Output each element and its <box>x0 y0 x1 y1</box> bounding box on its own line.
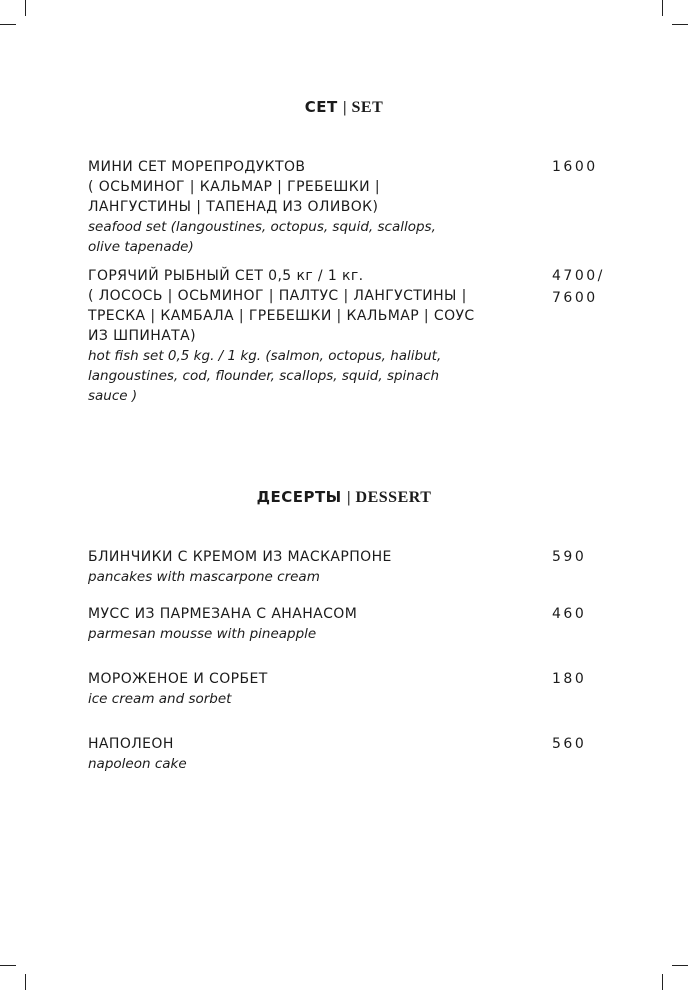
item-price: 180 <box>552 671 587 687</box>
item-price: 560 <box>552 736 587 752</box>
crop-mark-top-right-h <box>672 24 688 25</box>
crop-mark-top-right <box>662 0 663 16</box>
section-title-ru: СЕТ <box>304 98 338 116</box>
menu-item <box>88 604 528 644</box>
menu-item <box>88 734 528 774</box>
section-title-en: | DESSERT <box>347 489 432 506</box>
item-price: 460 <box>552 606 587 622</box>
crop-mark-bottom-right <box>662 974 663 990</box>
menu-item <box>88 547 528 587</box>
item-name: МОРОЖЕНОЕ И СОРБЕТ <box>88 671 268 687</box>
section-title-dessert <box>0 488 688 507</box>
section-title-en: | SET <box>343 99 384 116</box>
section-title-set <box>0 98 688 117</box>
item-price: 1600 <box>552 159 598 175</box>
crop-mark-top-left <box>25 0 26 16</box>
menu-item <box>88 669 528 709</box>
item-description: seafood set (langoustines, octopus, squid, scallops, olive tapenade) <box>88 219 436 255</box>
crop-mark-top-left-h <box>0 24 16 25</box>
item-name: БЛИНЧИКИ С КРЕМОМ ИЗ МАСКАРПОНЕ <box>88 549 392 565</box>
menu-item <box>88 157 528 257</box>
item-description: ice cream and sorbet <box>88 691 232 707</box>
item-description: pancakes with mascarpone cream <box>88 569 320 585</box>
item-name: МИНИ СЕТ МОРЕПРОДУКТОВ ( ОСЬМИНОГ | КАЛЬМАР | ГРЕБЕШКИ | ЛАНГУСТИНЫ | ТАПЕНАД ИЗ ОЛИВОК) <box>88 159 380 215</box>
item-description: parmesan mousse with pineapple <box>88 626 317 642</box>
section-title-ru: ДЕСЕРТЫ <box>256 488 342 506</box>
crop-mark-bottom-right-h <box>672 965 688 966</box>
item-description: napoleon cake <box>88 756 187 772</box>
item-price: 4700/ 7600 <box>552 268 605 306</box>
item-description: hot fish set 0,5 kg. / 1 kg. (salmon, octopus, halibut, langoustines, cod, flounder, scallops, squid, spinach sauce ) <box>88 348 442 404</box>
item-name: НАПОЛЕОН <box>88 736 174 752</box>
item-name: МУСС ИЗ ПАРМЕЗАНА С АНАНАСОМ <box>88 606 358 622</box>
menu-item <box>88 266 528 406</box>
crop-mark-bottom-left-h <box>0 965 16 966</box>
crop-mark-bottom-left <box>25 974 26 990</box>
item-price: 590 <box>552 549 587 565</box>
item-name: ГОРЯЧИЙ РЫБНЫЙ СЕТ 0,5 кг / 1 кг. ( ЛОСОСЬ | ОСЬМИНОГ | ПАЛТУС | ЛАНГУСТИНЫ | ТРЕСКА | КАМБАЛА | ГРЕБЕШКИ | КАЛЬМАР | СОУС ИЗ ШПИНАТА) <box>88 268 475 344</box>
